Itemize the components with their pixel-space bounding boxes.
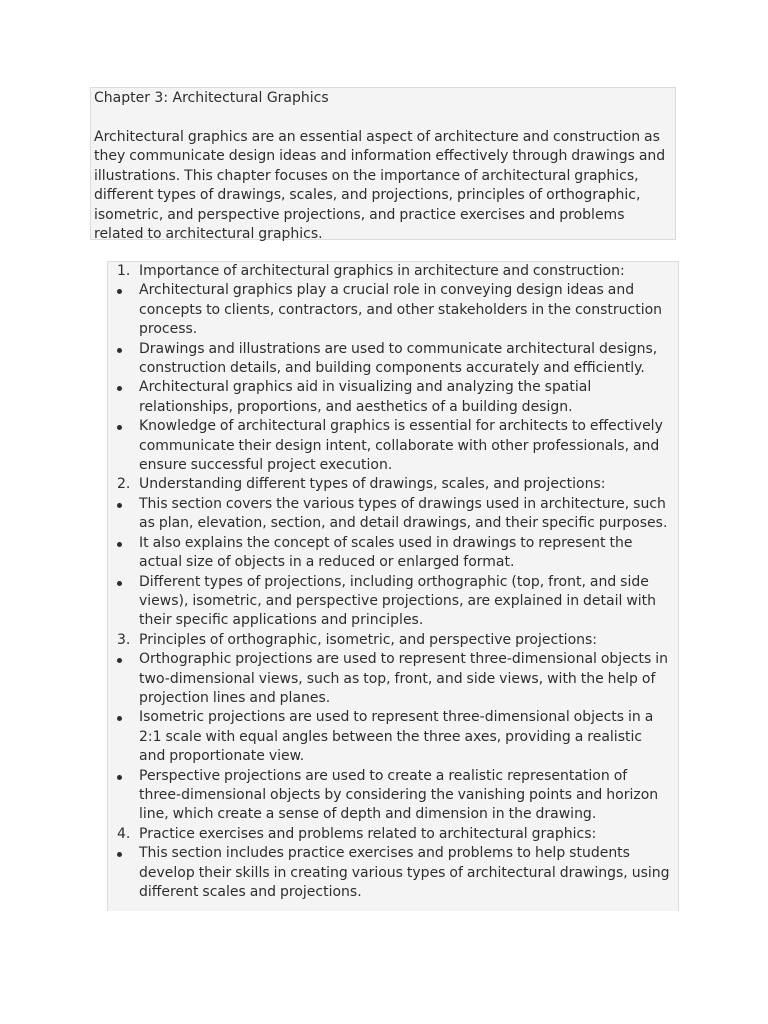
bullet-item	[108, 340, 678, 379]
bullet-text: Knowledge of architectural graphics is essential for architects to effectively communicate their design intent, collaborate with other professionals, and ensure successful project execution.	[139, 418, 663, 474]
section-heading	[108, 475, 678, 494]
outline-list	[108, 262, 678, 902]
section-number: 4.	[117, 825, 131, 842]
bullet-dot-icon	[117, 658, 122, 663]
bullet-text: It also explains the concept of scales used in drawings to represent the actual size of objects in a reduced or enlarged format.	[139, 534, 633, 571]
chapter-title: Chapter 3: Architectural Graphics	[94, 90, 329, 106]
section-heading	[108, 262, 678, 281]
bullet-text: Different types of projections, including orthographic (top, front, and side views), isometric, and perspective projections, are explained in detail with their specific applications and principles.	[139, 573, 657, 629]
section-heading	[108, 631, 678, 650]
bullet-text: Architectural graphics play a crucial role in conveying design ideas and concepts to clients, contractors, and other stakeholders in the construction process.	[139, 282, 663, 338]
bullet-dot-icon	[117, 581, 122, 586]
bullet-dot-icon	[117, 348, 122, 353]
bullet-item	[108, 767, 678, 825]
section-heading-text: Principles of orthographic, isometric, and perspective projections:	[139, 631, 598, 648]
bullet-dot-icon	[117, 716, 122, 721]
intro-box	[90, 87, 676, 240]
bullet-dot-icon	[117, 386, 122, 391]
bullet-text: This section includes practice exercises and problems to help students develop their skills in creating various types of architectural drawings, using different scales and projections.	[139, 845, 670, 900]
section-heading	[108, 825, 678, 844]
bullet-item	[108, 534, 678, 573]
bullet-item	[108, 378, 678, 417]
bullet-dot-icon	[117, 425, 122, 430]
bullet-item	[108, 573, 678, 631]
bullet-dot-icon	[117, 775, 122, 780]
bullet-dot-icon	[117, 852, 122, 857]
bullet-text: Perspective projections are used to create a realistic representation of three-dimensional objects by considering the vanishing points and horizon line, which create a sense of depth and dimension in the drawing.	[139, 767, 659, 823]
bullet-text: Isometric projections are used to represent three-dimensional objects in a 2:1 scale with equal angles between the three axes, providing a realistic and proportionate view.	[139, 709, 654, 765]
section-number: 2.	[117, 476, 131, 493]
section-heading-text: Importance of architectural graphics in architecture and construction:	[139, 263, 625, 279]
bullet-text: This section covers the various types of drawings used in architecture, such as plan, elevation, section, and detail drawings, and their specific purposes.	[139, 495, 668, 532]
bullet-text: Architectural graphics aid in visualizing and analyzing the spatial relationships, proportions, and aesthetics of a building design.	[139, 379, 592, 415]
bullet-item	[108, 417, 678, 475]
bullet-item	[108, 844, 678, 902]
bullet-text: Orthographic projections are used to represent three-dimensional objects in two-dimensional views, such as top, front, and side views, with the help of projection lines and planes.	[139, 651, 669, 706]
section-heading-text: Understanding different types of drawings, scales, and projections:	[139, 476, 606, 493]
bullet-dot-icon	[117, 289, 122, 294]
section-number: 3.	[117, 631, 131, 648]
bullet-item	[108, 495, 678, 534]
section-number: 1.	[117, 263, 131, 279]
bullet-item	[108, 281, 678, 339]
bullet-item	[108, 708, 678, 766]
outline-box	[107, 261, 679, 911]
bullet-text: Drawings and illustrations are used to communicate architectural designs, construction details, and building components accurately and efficiently.	[139, 340, 658, 377]
bullet-dot-icon	[117, 503, 122, 508]
bullet-item	[108, 650, 678, 708]
intro-paragraph: Architectural graphics are an essential aspect of architecture and construction as they communicate design ideas and information effectively through drawings and illustrations. This chapter focuses on the importance of architectural graphics, different types of drawings, scales, and projections, principles of orthographic, isometric, and perspective projections, and practice exercises and problems related to architectural graphics.	[94, 128, 666, 242]
bullet-dot-icon	[117, 542, 122, 547]
section-heading-text: Practice exercises and problems related to architectural graphics:	[139, 825, 597, 842]
